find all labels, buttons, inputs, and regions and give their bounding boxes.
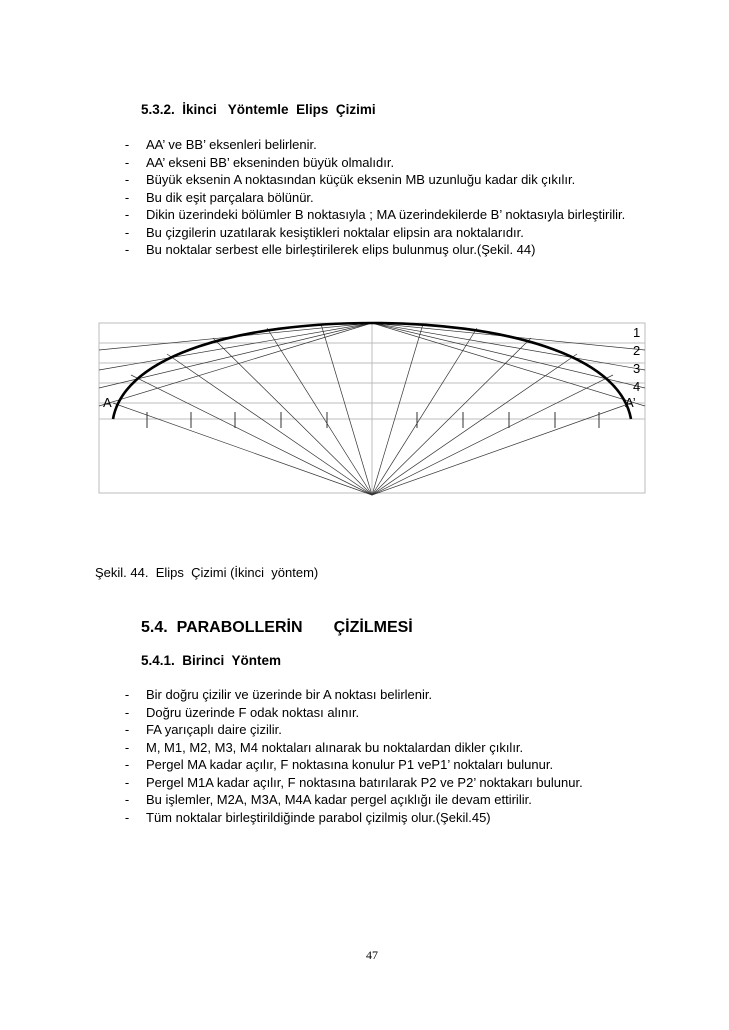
parabola-steps-list xyxy=(120,686,642,826)
list-bullet: - xyxy=(124,809,130,825)
list-bullet: - xyxy=(124,172,130,187)
list-bullet: - xyxy=(124,739,130,755)
label-a-prime: A’ xyxy=(625,395,636,410)
list-bullet: - xyxy=(124,189,130,205)
section-heading-541: 5.4.1. Birinci Yöntem xyxy=(141,653,282,668)
list-item: - Bu dik eşit parçalara bölünür. xyxy=(120,189,642,207)
ellipse-construction-figure xyxy=(95,318,650,498)
ray xyxy=(131,375,372,495)
list-item: - Büyük eksenin A noktasından küçük eksenin MB uzunluğu kadar dik çıkılır. xyxy=(120,171,642,189)
section-heading-54: 5.4. PARABOLLERİN ÇİZİLMESİ xyxy=(141,619,413,636)
page-number: 47 xyxy=(366,948,378,962)
figure-caption: Şekil. 44. Elips Çizimi (İkinci yöntem) xyxy=(95,565,319,580)
list-item: - AA’ ve BB’ eksenleri belirlenir. xyxy=(120,136,642,154)
list-bullet: - xyxy=(124,687,130,702)
list-item: - Doğru üzerinde F odak noktası alınır. xyxy=(120,704,642,722)
list-bullet: - xyxy=(124,242,130,257)
list-item: - Pergel MA kadar açılır, F noktasına konulur P1 veP1’ noktaları bulunur. xyxy=(120,756,642,774)
ray xyxy=(167,354,372,495)
list-bullet: - xyxy=(124,792,130,807)
list-item: - Bir doğru çizilir ve üzerinde bir A noktası belirlenir. xyxy=(120,686,642,704)
label-2: 2 xyxy=(633,343,641,358)
list-bullet: - xyxy=(124,137,130,152)
ray xyxy=(372,403,631,495)
list-item: - Bu işlemler, M2A, M3A, M4A kadar pergel açıklığı ile devam ettirilir. xyxy=(120,791,642,809)
list-bullet: - xyxy=(124,757,130,772)
list-item: - Pergel M1A kadar açılır, F noktasına batırılarak P2 ve P2’ noktakarı bulunur. xyxy=(120,774,642,792)
list-bullet: - xyxy=(124,207,130,222)
ray xyxy=(372,375,613,495)
ray xyxy=(372,323,645,388)
list-item: - M, M1, M2, M3, M4 noktaları alınarak bu noktalardan dikler çıkılır. xyxy=(120,739,642,757)
list-item: - FA yarıçaplı daire çizilir. xyxy=(120,721,642,739)
ray xyxy=(372,338,531,495)
ray xyxy=(213,338,372,495)
ellipse-steps-list xyxy=(120,136,642,259)
list-item: - AA’ ekseni BB’ ekseninden büyük olmalıdır. xyxy=(120,154,642,172)
list-bullet: - xyxy=(124,154,130,170)
list-item: - Bu noktalar serbest elle birleştirilerek elips bulunmuş olur.(Şekil. 44) xyxy=(120,241,642,259)
label-a: A xyxy=(103,395,112,410)
list-bullet: - xyxy=(124,224,130,240)
ray xyxy=(267,328,372,495)
list-bullet: - xyxy=(124,774,130,790)
ray xyxy=(372,354,577,495)
label-3: 3 xyxy=(633,361,641,376)
section-heading-532: 5.3.2. İkinci Yöntemle Elips Çizimi xyxy=(141,102,376,117)
division-ticks xyxy=(147,412,599,428)
list-bullet: - xyxy=(124,704,130,720)
list-bullet: - xyxy=(124,722,130,737)
ray xyxy=(99,323,372,388)
list-item: - Dikin üzerindeki bölümler B noktasıyla ; MA üzerindekilerde B’ noktasıyla birleştirilir. xyxy=(120,206,642,224)
ray xyxy=(113,403,372,495)
ray xyxy=(372,328,477,495)
label-4: 4 xyxy=(633,379,641,394)
list-item: - Tüm noktalar birleştirildiğinde parabol çizilmiş olur.(Şekil.45) xyxy=(120,809,642,827)
label-1: 1 xyxy=(633,325,641,340)
list-item: - Bu çizgilerin uzatılarak kesiştikleri noktalar elipsin ara noktalarıdır. xyxy=(120,224,642,242)
